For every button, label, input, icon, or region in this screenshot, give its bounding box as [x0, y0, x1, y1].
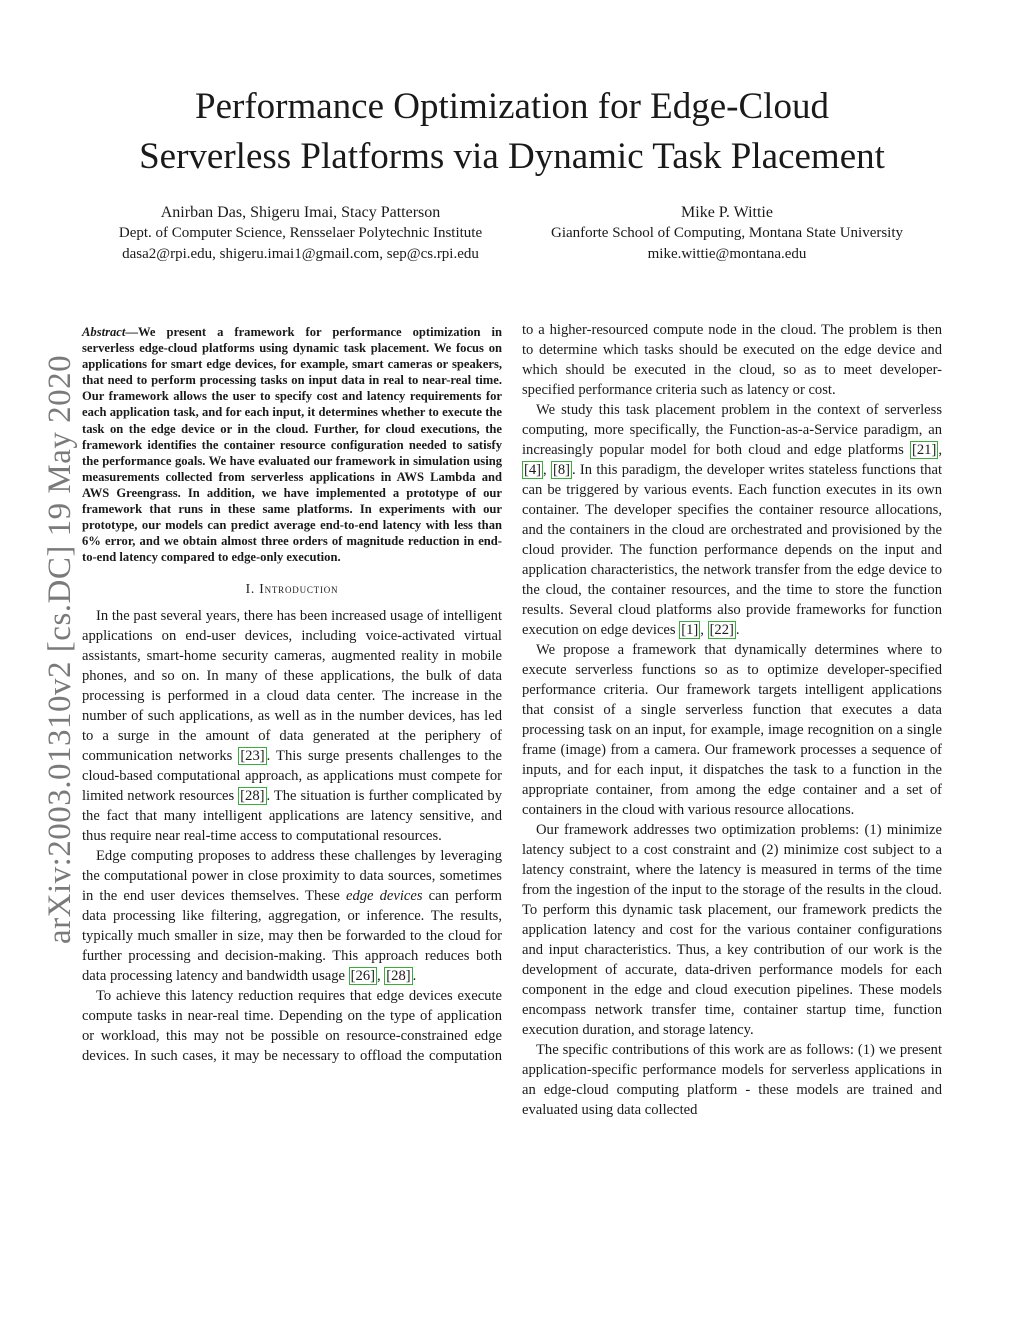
paragraph-text: . This surge presents challenges to the cloud-based computational approach, as applications must compete for limited network resources [82, 748, 502, 805]
arxiv-stamp: arXiv:2003.01310v2 [cs.DC] 19 May 2020 [42, 354, 78, 944]
separator: , [938, 442, 942, 458]
paragraph-text: to a higher-resourced compute node in the cloud. The problem is then to determine which tasks should be executed on the edge device and which should be executed in the cloud, so as to meet developer-specified performance criteria such as latency or cost. [522, 322, 942, 398]
citation-link[interactable]: [4] [524, 462, 542, 478]
paragraph-text: The specific contributions of this work are as follows: (1) we present application-specific performance models for serverless applications in an edge-cloud computing platform - these models are trained and evaluated using data collected [522, 1042, 942, 1118]
paragraph-4 [522, 400, 942, 640]
paragraph-7 [522, 1040, 942, 1120]
section-heading-introduction: I. Introduction [245, 581, 339, 597]
paragraph-text: We propose a framework that dynamically determines where to execute serverless functions so as to optimize developer-specified performance criteria. Our framework targets intelligent applications that consist of a single serverless function that executes a data processing task on an input, for example, image recognition on a single frame (image) from a camera. Our framework processes a sequence of inputs, and for each input, it dispatches the task to a function in the appropriate container, from among the edge container and a set of containers in the cloud with various resource allocations. [522, 642, 942, 818]
author-block-right [518, 202, 936, 265]
emphasis-text: edge devices [345, 888, 423, 905]
paragraph-3 [82, 986, 502, 1066]
author-block-left [88, 202, 513, 265]
paragraph-text: . The situation is further complicated by the fact that many intelligent applications are latency sensitive, and thus require near real-time access to computational resources. [82, 788, 502, 845]
citation-link[interactable]: [8] [552, 462, 570, 478]
paper-title [0, 82, 1024, 182]
paragraph-text: Edge computing proposes to address these challenges by leveraging the computational power in close proximity to data sources, sometimes in the end user devices themselves. These [82, 848, 502, 905]
abstract-text: We present a framework for performance optimization in serverless edge-cloud platforms using dynamic task placement. We focus on applications for smart edge devices, for example, smart cameras or speakers, that need to perform processing tasks on input data in real to near-real time. Our framework allows the user to specify cost and latency requirements for each application task, and for each input, it determines whether to execute the task on the edge device or in the cloud. Further, for cloud executions, the framework identifies the container resource configuration needed to satisfy the performance goals. We have evaluated our framework in simulation using measurements collected from serverless applications in AWS Lambda and AWS Greengrass. In addition, we have implemented a prototype of our framework that runs in these same platforms. In experiments with our prototype, our models can predict average end-to-end latency with less than 6% error, and we obtain almost three orders of magnitude reduction in end-to-end latency compared to edge-only execution. [82, 325, 502, 565]
paragraph-text: We study this task placement problem in the context of serverless computing, more specifically, the Function-as-a-Service paradigm, an increasingly popular model for both cloud and edge platforms [522, 402, 942, 458]
paragraph-text: . In this paradigm, the developer writes stateless functions that can be triggered by various events. Each function executes in its own container. The developer specifies the container resource allocations, and the containers in the cloud are orchestrated and provisioned by the cloud provider. The function performance depends on the input and application characteristics, the network transfer from the edge device to the cloud, the container resources, and the time to store the function results. Several cloud platforms also provide frameworks for function execution on edge devices [522, 462, 942, 638]
paragraph-2 [82, 846, 502, 986]
paragraph-5 [522, 640, 942, 820]
separator: , [377, 968, 385, 985]
title-line-2: Serverless Platforms via Dynamic Task Placement [139, 136, 885, 177]
citation-link[interactable]: [21] [912, 442, 937, 458]
author-names-right: Mike P. Wittie [681, 204, 773, 221]
abstract-label: Abstract [82, 325, 126, 339]
citation-link[interactable]: [1] [681, 622, 699, 638]
paragraph-3-continued [522, 320, 942, 400]
separator: . [412, 968, 417, 985]
separator: , [543, 462, 551, 478]
citation-link[interactable]: [28] [386, 968, 411, 985]
separator: , [700, 622, 708, 638]
affiliation-left: Dept. of Computer Science, Rensselaer Polytechnic Institute [118, 225, 483, 241]
author-names-left: Anirban Das, Shigeru Imai, Stacy Patterson [160, 204, 441, 221]
separator: . [735, 622, 740, 638]
title-line-1: Performance Optimization for Edge-Cloud [195, 86, 829, 127]
citation-link[interactable]: [28] [240, 788, 265, 805]
emails-left: dasa2@rpi.edu, shigeru.imai1@gmail.com, sep@cs.rpi.edu [122, 246, 479, 262]
paragraph-text: Our framework addresses two optimization problems: (1) minimize latency subject to a cost constraint and (2) minimize cost subject to a latency constraint, where the latency is measured in terms of the time from the ingestion of the input to the storage of the results in the cloud. To perform this dynamic task placement, our framework predicts the application latency and cost for the various container configurations and input characteristics. Thus, a key contribution of our work is the development of accurate, data-driven performance models for each component in the edge and cloud execution pipelines. These models encompass network transfer time, container startup time, function execution duration, and storage latency. [522, 822, 942, 1038]
emails-right: mike.wittie@montana.edu [647, 246, 807, 262]
paragraph-1 [82, 606, 502, 846]
abstract-dash: — [125, 325, 138, 339]
paragraph-text: To achieve this latency reduction requires that edge devices execute compute tasks in near-real time. Depending on the type of application or workload, this may not be possible on resource-constrained edge devices. In such cases, it may be necessary to offload the computation [82, 988, 502, 1065]
paragraph-text: can perform data processing like filtering, aggregation, or inference. The results, typically much smaller in size, may then be forwarded to the cloud for further processing and decision-making. This approach reduces both data processing latency and bandwidth usage [82, 888, 502, 985]
paragraph-6 [522, 820, 942, 1040]
paragraph-text: In the past several years, there has been increased usage of intelligent applications on end-user devices, including voice-activated virtual assistants, smart-home security cameras, augmented reality in mobile phones, and so on. In many of these applications, the bulk of data processing is performed in a cloud data center. The increase in the number of such applications, as well as in the number devices, has led to a surge in the amount of data generated at the periphery of communication networks [82, 608, 502, 765]
abstract [82, 324, 502, 565]
citation-link[interactable]: [22] [709, 622, 734, 638]
right-column [522, 320, 942, 1120]
citation-link[interactable]: [26] [350, 968, 375, 985]
affiliation-right: Gianforte School of Computing, Montana State University [550, 225, 904, 241]
left-column [82, 320, 502, 1066]
citation-link[interactable]: [23] [240, 748, 265, 765]
